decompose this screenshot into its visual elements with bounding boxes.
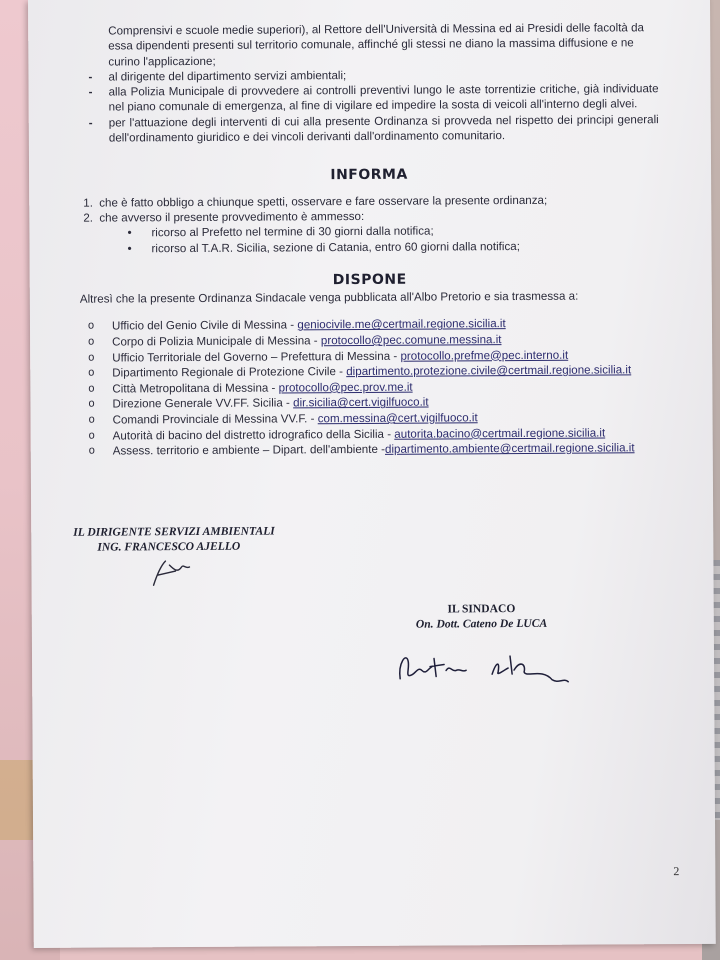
recipient-name: Comandi Provinciale di Messina VV.F. -: [112, 412, 318, 427]
recipient-email-link[interactable]: dir.sicilia@cert.vigilfuoco.it: [293, 395, 429, 410]
page-number: 2: [673, 864, 680, 879]
dash-marker: -: [88, 70, 93, 84]
informa-item-text: che è fatto obbligo a chiunque spetti, osservare e fare osservare la presente ordinanza;: [99, 193, 548, 210]
recipient-email-link[interactable]: dipartimento.protezione.civile@certmail.regione.sicilia.it: [346, 363, 632, 379]
recipient-email-link[interactable]: dipartimento.ambiente@certmail.regione.sicilia.it: [384, 441, 635, 457]
dash-list: [78, 66, 658, 146]
recipient-name: Città Metropolitana di Messina -: [112, 381, 279, 396]
bullet-icon: •: [127, 240, 132, 255]
recipient-name: Dipartimento Regionale di Protezione Civile -: [112, 365, 347, 380]
informa-list: [79, 192, 659, 226]
dash-marker: -: [88, 85, 93, 99]
dash-item: [79, 112, 659, 146]
dash-item-text: al dirigente del dipartimento servizi ambientali;: [108, 68, 347, 84]
sindaco-name: On. Dott. Cateno De LUCA: [415, 616, 548, 631]
circle-bullet-icon: o: [88, 382, 95, 395]
page-content: [78, 20, 661, 459]
recipient-name: Ufficio Territoriale del Governo – Prefettura di Messina -: [112, 349, 401, 365]
dispone-intro: Altresì che la presente Ordinanza Sindacale venga pubblicata all'Albo Pretorio e sia trasmessa a:: [79, 289, 579, 306]
intro-line: Comprensivi e scuole medie superiori), al Rettore dell'Università di Messina ed ai Presidi delle facoltà da: [108, 21, 645, 38]
recipient-name: Corpo di Polizia Municipale di Messina -: [112, 334, 321, 349]
dispone-heading: DISPONE: [332, 271, 407, 289]
item-number: 2.: [83, 211, 94, 225]
circle-bullet-icon: o: [87, 320, 95, 333]
ricorso-item: [127, 238, 659, 257]
recipient-email-link[interactable]: autorita.bacino@certmail.regione.sicilia.it: [394, 426, 606, 441]
recipient-name: Assess. territorio e ambiente – Dipart. dell'ambiente -: [112, 443, 386, 458]
sindaco-handwritten-signature: [392, 642, 572, 693]
informa-heading: INFORMA: [330, 167, 408, 184]
document-page: [28, 0, 716, 948]
informa-item-text: che avverso il presente provvedimento è ammesso:: [99, 209, 365, 225]
recipient-name: Ufficio del Genio Civile di Messina -: [111, 318, 298, 333]
recipient-list: [80, 316, 661, 460]
intro-paragraph: [78, 20, 658, 69]
intro-line: curino l'applicazione;: [108, 54, 216, 69]
recipient-name: Autorità di bacino del distretto idrografico della Sicilia -: [112, 427, 395, 443]
dash-item-text: alla Polizia Municipale di provvedere ai controlli preventivi lungo le aste torrentizie critiche, già individuate nel piano comunale di emergenza, al fine di vigilare ed impedire la sosta di veicoli all'interno degli alvei.: [108, 82, 659, 114]
intro-line: essa dipendenti presenti sul territorio comunale, affinché gli stessi ne diano la massima diffusione e ne: [108, 36, 634, 53]
dirigente-handwritten-signature: [147, 555, 197, 595]
circle-bullet-icon: o: [88, 413, 95, 426]
sindaco-signature-block: [416, 601, 548, 632]
circle-bullet-icon: o: [88, 351, 95, 364]
recipient-email-link[interactable]: protocollo@pec.prov.me.it: [278, 380, 413, 395]
circle-bullet-icon: o: [88, 444, 95, 457]
dirigente-signature-block: [73, 524, 275, 555]
circle-bullet-icon: o: [88, 429, 95, 442]
ricorso-list: [79, 222, 659, 256]
dash-item: [79, 81, 659, 115]
dirigente-name: ING. FRANCESCO AJELLO: [97, 539, 241, 554]
dirigente-title: IL DIRIGENTE SERVIZI AMBIENTALI: [73, 524, 275, 539]
ricorso-text: ricorso al T.A.R. Sicilia, sezione di Catania, entro 60 giorni dalla notifica;: [151, 239, 520, 255]
recipient-item: [81, 440, 661, 459]
recipient-email-link[interactable]: protocollo.prefme@pec.interno.it: [400, 348, 569, 363]
dash-marker: -: [88, 116, 93, 130]
dash-item-text: per l'attuazione degli interventi di cui alla presente Ordinanza si provveda nel rispetto dei principi generali dell'ordinamento giuridico e dei vincoli derivanti dall'ordinamento comunitario.: [108, 112, 659, 145]
circle-bullet-icon: o: [88, 366, 95, 379]
circle-bullet-icon: o: [88, 398, 95, 411]
recipient-email-link[interactable]: geniocivile.me@certmail.regione.sicilia.it: [297, 317, 506, 332]
circle-bullet-icon: o: [88, 335, 95, 348]
ricorso-text: ricorso al Prefetto nel termine di 30 giorni dalla notifica;: [151, 224, 434, 240]
item-number: 1.: [83, 196, 93, 210]
recipient-email-link[interactable]: protocollo@pec.comune.messina.it: [320, 333, 502, 348]
recipient-name: Direzione Generale VV.FF. Sicilia -: [112, 396, 294, 411]
bullet-icon: •: [127, 225, 132, 240]
sindaco-title: IL SINDACO: [447, 602, 516, 616]
recipient-email-link[interactable]: com.messina@cert.vigilfuoco.it: [317, 411, 478, 426]
